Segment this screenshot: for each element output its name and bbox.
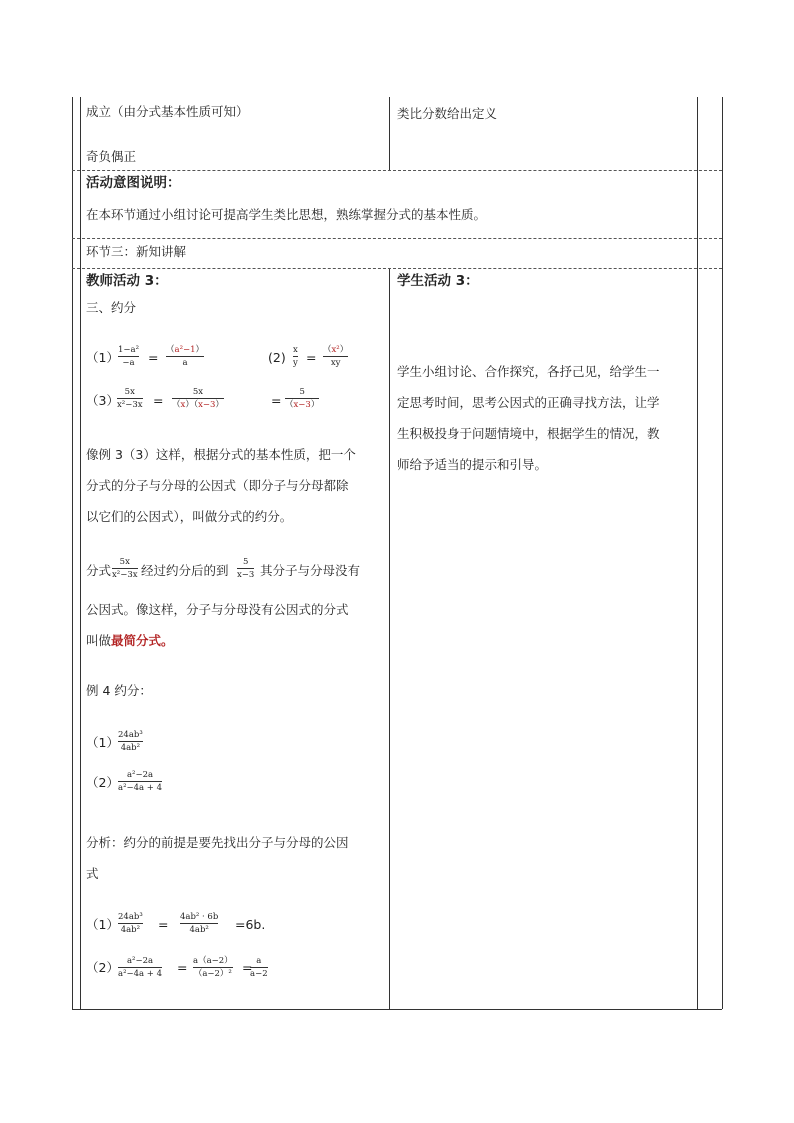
ex1-result bbox=[166, 345, 204, 368]
para2-fraction2: 5 x−3 bbox=[237, 557, 255, 580]
para1-line1: 像例 3（3）这样，根据分式的基本性质，把一个 bbox=[86, 447, 356, 462]
ex1-result-num: （a²−1） bbox=[166, 345, 205, 355]
teacher-heading: 教师活动 3： bbox=[86, 273, 168, 289]
ex3-middle: 5x （x）（x−3） bbox=[172, 387, 224, 410]
s2-eq2: = bbox=[242, 960, 253, 975]
q2-label: （2） bbox=[86, 775, 119, 790]
intent-heading: 活动意图说明： bbox=[86, 175, 181, 191]
ex2-label: (2) bbox=[268, 350, 286, 365]
row-divider bbox=[72, 238, 722, 239]
table-border-right bbox=[722, 97, 723, 1009]
para2-c: 其分子与分母没有 bbox=[260, 563, 361, 578]
ex2-eq: = bbox=[306, 350, 317, 365]
para2-b: 经过约分后的到 bbox=[141, 563, 229, 578]
para1-line3: 以它们的公因式），叫做分式的约分。 bbox=[86, 509, 293, 524]
s1-fraction: 24ab³ 4ab² bbox=[118, 912, 143, 935]
s1-eq: = bbox=[158, 917, 169, 932]
s2-fraction: a²−2a a²−4a + 4 bbox=[118, 956, 163, 979]
q1-label: （1） bbox=[86, 735, 119, 750]
ex3-label: （3） bbox=[86, 393, 119, 408]
ex1-den: −a bbox=[122, 358, 135, 368]
ex3-fraction: 5x x²−3x bbox=[117, 387, 143, 410]
ex2-result: （x²） xy bbox=[323, 345, 349, 368]
analysis-line2: 式 bbox=[86, 866, 99, 881]
term-simplest-fraction: 最简分式。 bbox=[111, 633, 174, 648]
para2-fraction1: 5x x²−3x bbox=[112, 557, 138, 580]
ex2-fraction: x y bbox=[293, 345, 298, 368]
student-line4: 师给予适当的提示和引导。 bbox=[397, 457, 548, 472]
para1-line2: 分式的分子与分母的公因式（即分子与分母都除 bbox=[86, 478, 349, 493]
table-border-bottom bbox=[72, 1009, 722, 1010]
ex1-num: 1−a² bbox=[118, 345, 140, 355]
ex3-result: 5 （x−3） bbox=[285, 387, 320, 410]
table-inner-left-line bbox=[80, 97, 81, 1009]
ex4-title: 例 4 约分： bbox=[86, 683, 152, 698]
row-divider bbox=[72, 268, 722, 269]
q1-fraction: 24ab³ 4ab² bbox=[118, 730, 143, 753]
ex3-eq1: = bbox=[153, 393, 164, 408]
student-heading: 学生活动 3： bbox=[397, 273, 479, 289]
para2-line3: 叫做最简分式。 bbox=[86, 633, 174, 648]
s1-label: （1） bbox=[86, 917, 119, 932]
teacher-subheading: 三、约分 bbox=[86, 300, 137, 315]
top-left-text-1: 成立（由分式基本性质可知） bbox=[86, 104, 249, 119]
s1-middle: 4ab² · 6b 4ab² bbox=[180, 912, 219, 935]
student-line3: 生积极投身于问题情境中，根据学生的情况，教 bbox=[397, 426, 660, 441]
s1-result: =6b. bbox=[235, 917, 266, 932]
table-inner-right-line bbox=[697, 97, 698, 1009]
section3-heading: 环节三：新知讲解 bbox=[86, 244, 187, 259]
ex1-eq: = bbox=[148, 350, 159, 365]
s2-result: a a−2 bbox=[250, 956, 268, 979]
ex1-result-den: a bbox=[182, 358, 188, 368]
s2-label: （2） bbox=[86, 960, 119, 975]
s2-middle: a（a−2） （a−2）² bbox=[193, 956, 233, 979]
top-left-text-2: 奇负偶正 bbox=[86, 149, 137, 164]
intent-text: 在本环节通过小组讨论可提高学生类比思想，熟练掌握分式的基本性质。 bbox=[86, 207, 487, 222]
table-column-divider-top bbox=[389, 97, 390, 170]
student-line2: 定思考时间，思考公因式的正确寻找方法，让学 bbox=[397, 395, 660, 410]
table-border-left bbox=[72, 97, 73, 1009]
student-line1: 学生小组讨论、合作探究，各抒己见，给学生一 bbox=[397, 364, 660, 379]
para2-a: 分式 bbox=[86, 563, 112, 578]
s2-eq: = bbox=[177, 960, 188, 975]
ex1-fraction bbox=[118, 345, 139, 368]
top-right-text: 类比分数给出定义 bbox=[397, 106, 498, 121]
ex1-label: （1） bbox=[86, 350, 119, 365]
row-divider bbox=[72, 170, 722, 171]
analysis-line1: 分析：约分的前提是要先找出分子与分母的公因 bbox=[86, 835, 349, 850]
table-column-divider-bottom bbox=[389, 268, 390, 1009]
q2-fraction: a²−2a a²−4a + 4 bbox=[118, 770, 163, 793]
ex3-eq2: = bbox=[271, 393, 282, 408]
para2-line2: 公因式。像这样，分子与分母没有公因式的分式 bbox=[86, 602, 349, 617]
